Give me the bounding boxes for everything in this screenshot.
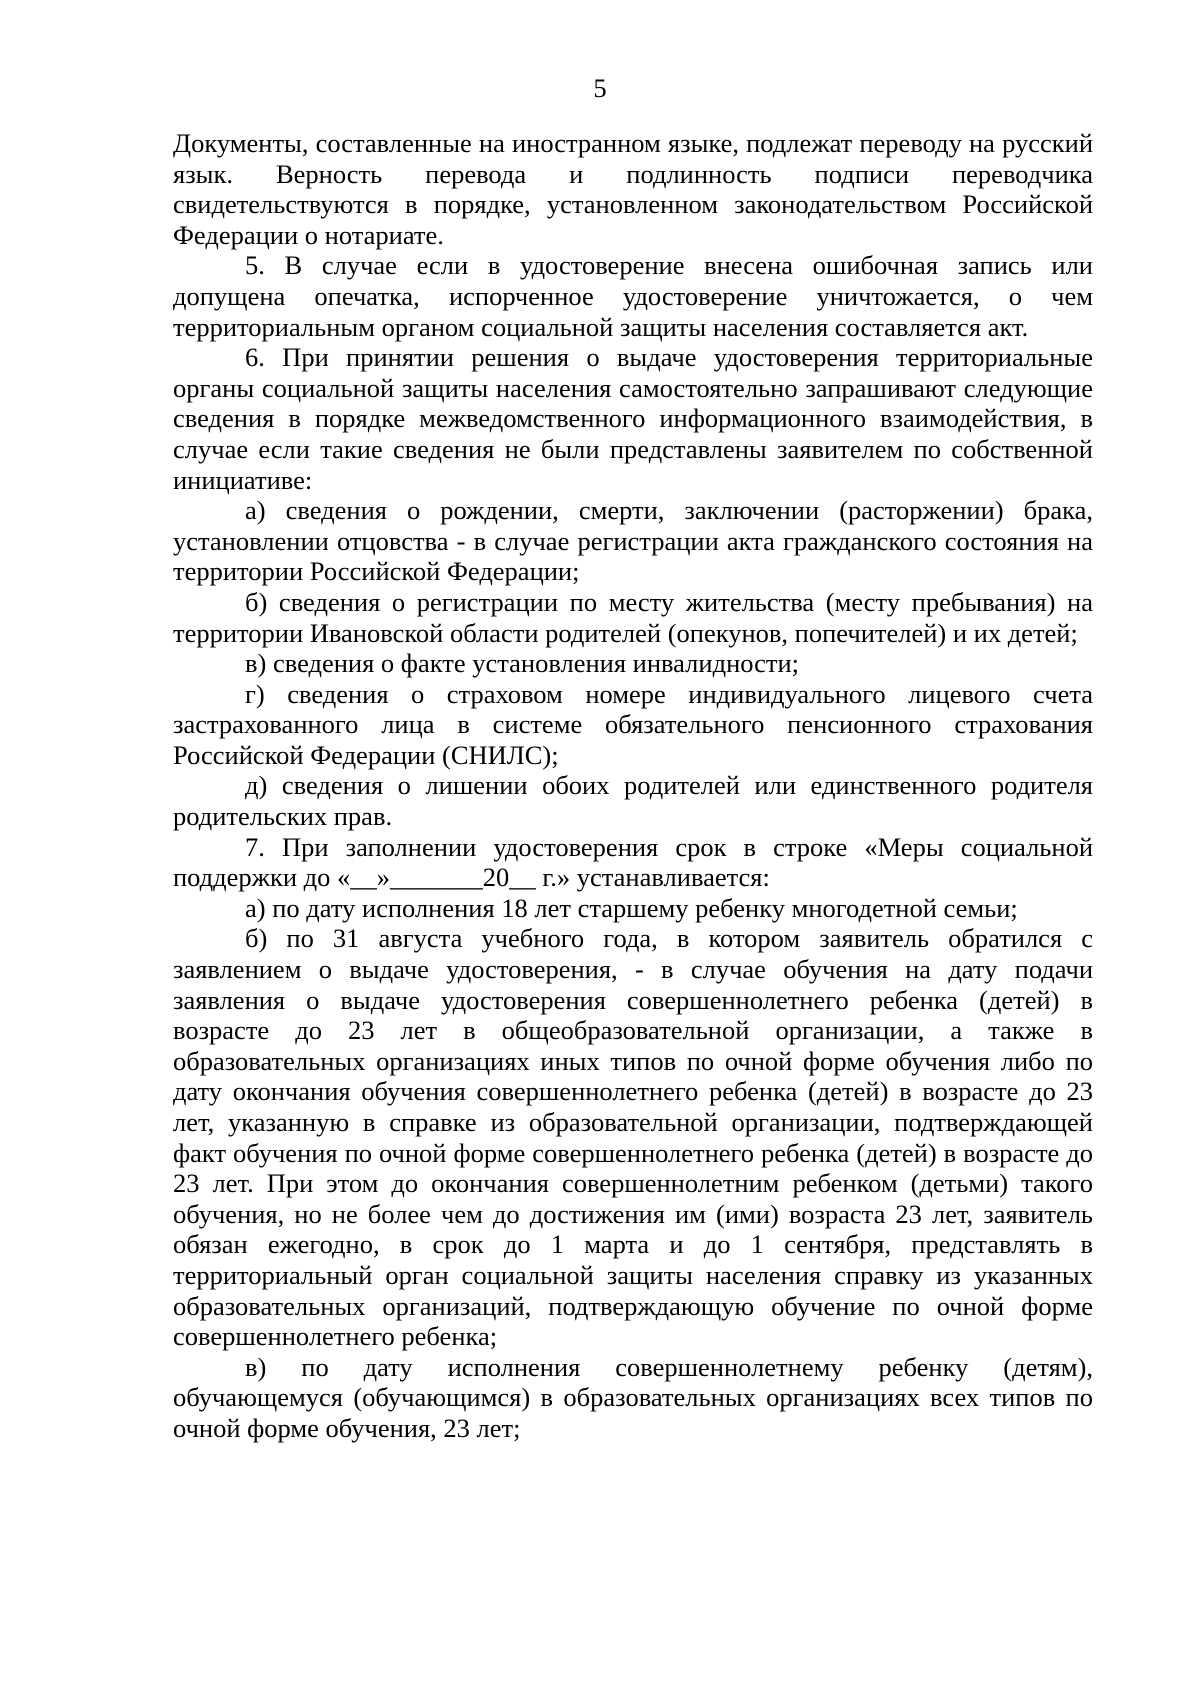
paragraph-item-6a: а) сведения о рождении, смерти, заключении (расторжении) брака, установлении отцовства - в случае регистрации акта гражданского состояния на территории Российской Федерации;	[173, 495, 1093, 587]
paragraph-item-6: 6. При принятии решения о выдаче удостоверения территориальные органы социальной защиты населения самостоятельно запрашивают следующие сведения в порядке межведомственного информационного взаимодействия, в случае если такие сведения не были представлены заявителем по собственной инициативе:	[173, 342, 1093, 495]
document-body	[173, 128, 1093, 1444]
paragraph-item-6b: б) сведения о регистрации по месту жительства (месту пребывания) на территории Ивановской области родителей (опекунов, попечителей) и их детей;	[173, 586, 1093, 648]
paragraph-translation-continuation: Документы, составленные на иностранном языке, подлежат переводу на русский язык. Верность перевода и подлинность подписи переводчика свидетельствуются в порядке, установленном законодательством Российской Федерации о нотариате.	[173, 128, 1093, 250]
paragraph-item-6g: г) сведения о страховом номере индивидуального лицевого счета застрахованного лица в системе обязательного пенсионного страхования Российской Федерации (СНИЛС);	[173, 678, 1093, 770]
paragraph-item-6v: в) сведения о факте установления инвалидности;	[245, 648, 800, 679]
paragraph-item-6d: д) сведения о лишении обоих родителей или единственного родителя родительских прав.	[173, 770, 1093, 832]
paragraph-item-7b: б) по 31 августа учебного года, в котором заявитель обратился с заявлением о выдаче удостоверения, - в случае обучения на дату подачи заявления о выдаче удостоверения совершеннолетнего ребенка (детей) в возрасте до 23 лет в общеобразовательной организации, а также в образовательных организациях иных типов по очной форме обучения либо по дату окончания обучения совершеннолетнего ребенка (детей) в возрасте до 23 лет, указанную в справке из образовательной организации, подтверждающей факт обучения по очной форме совершеннолетнего ребенка (детей) в возрасте до 23 лет. При этом до окончания совершеннолетним ребенком (детьми) такого обучения, но не более чем до достижения им (ими) возраста 23 лет, заявитель обязан ежегодно, в срок до 1 марта и до 1 сентября, представлять в территориальный орган социальной защиты населения справку из указанных образовательных организаций, подтверждающую обучение по очной форме совершеннолетнего ребенка;	[173, 923, 1093, 1352]
paragraph-item-7v: в) по дату исполнения совершеннолетнему ребенку (детям), обучающемуся (обучающимся) в образовательных организациях всех типов по очной форме обучения, 23 лет;	[173, 1351, 1093, 1443]
page-number: 5	[593, 73, 607, 103]
paragraph-item-5: 5. В случае если в удостоверение внесена ошибочная запись или допущена опечатка, испорченное удостоверение уничтожается, о чем территориальным органом социальной защиты населения составляется акт.	[173, 250, 1093, 342]
paragraph-item-7: 7. При заполнении удостоверения срок в строке «Меры социальной поддержки до «__»_______20__ г.» устанавливается:	[173, 831, 1093, 893]
paragraph-item-7a: а) по дату исполнения 18 лет старшему ребенку многодетной семьи;	[245, 892, 1018, 923]
